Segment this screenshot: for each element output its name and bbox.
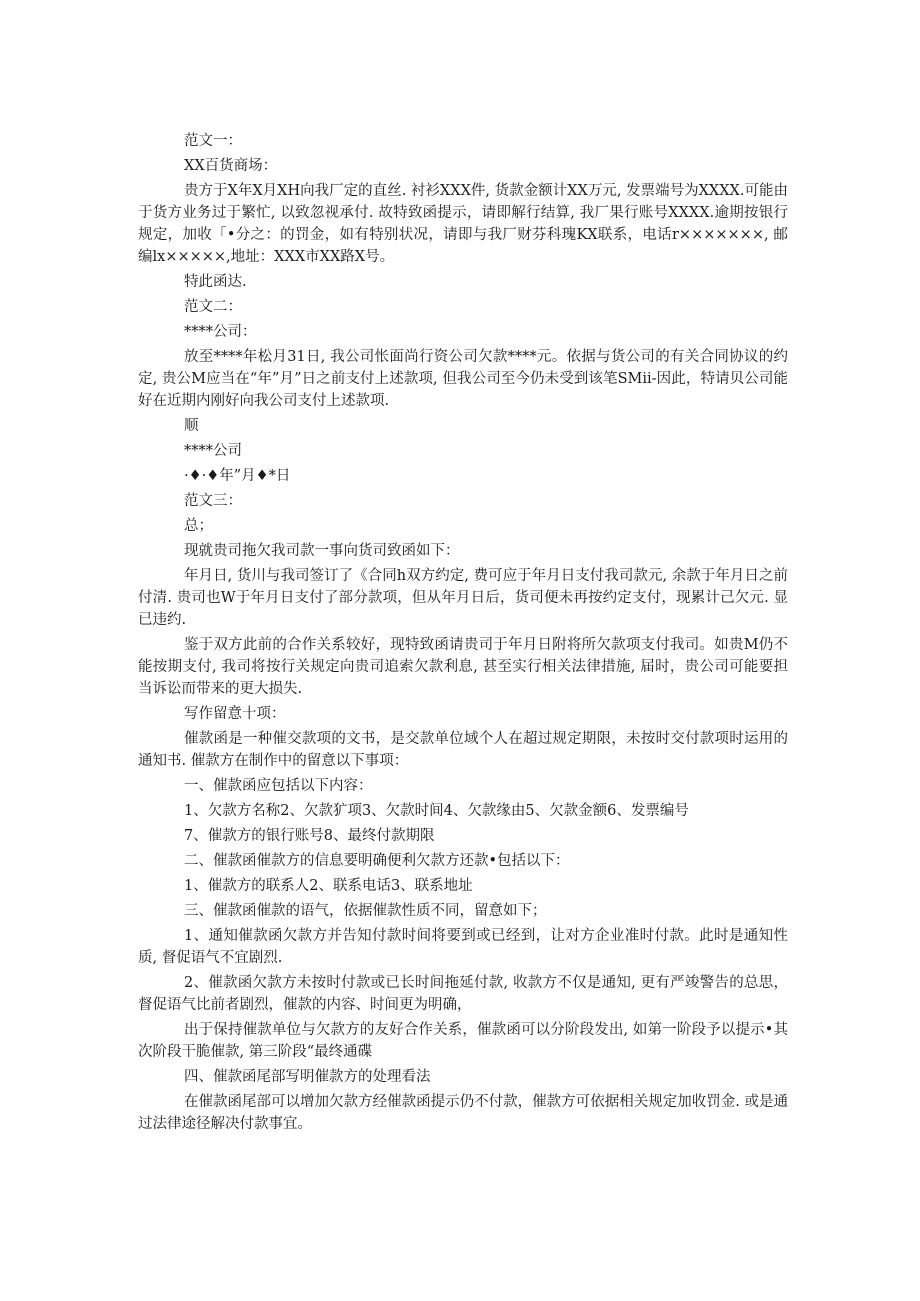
body-paragraph: 在催款函尾部可以增加欠款方经催款函提示仍不付款，催款方可依据相关规定加收罚金. 或是通过法律途径解决付款事宜。 (138, 1094, 788, 1132)
body-paragraph: 贵方于X年X月XH向我厂定的直丝. 衬衫XXX件, 货款金额计XX万元, 发票端号为XXXX.可能由于货方业务过于繁忙, 以致忽视承付. 故特致函提示，请即解行结算, 我厂果行账号XXXX.逾期按银行规定，加收「•分之：的罚金，如有特别状况，请即与我厂财芬科瑰KX联系，电话r×××××××, 邮编lx×××××,地址：XXX市XX路X号。 (138, 183, 788, 265)
body-paragraph: 出于保持催款单位与欠款方的友好合作关系，催款函可以分阶段发出, 如第一阶段予以提示•其次阶段干脆催款, 第三阶段“最终通碟 (138, 1022, 788, 1060)
signature-company: ****公司 (184, 443, 242, 459)
section-heading-sample-2: 范文二： (184, 299, 242, 315)
section-heading-sample-1: 范文一： (184, 133, 242, 149)
list-heading: 一、催款函应包括以下内容： (184, 778, 373, 794)
body-paragraph: 鉴于双方此前的合作关系较好，现特致函请贵司于年月日附将所欠款项支付我司。如贵M仍不能按期支付, 我司将按行关规定向贵司追索欠款利息, 甚至实行相关法律措施, 届时，贵公司可能要担当诉讼而带来的更大损失. (138, 637, 788, 697)
section-heading-sample-3: 范文三： (184, 493, 242, 509)
addressee-line: ****公司： (184, 324, 257, 340)
list-item: 1、欠款方名称2、欠款犷项3、欠款时间4、欠款缘由5、欠款金额6、发票编号 (184, 803, 689, 819)
closing-line: 顺 (184, 418, 199, 434)
addressee-line: 总； (184, 518, 213, 534)
list-item: 1、催款方的联系人2、联系电话3、联系地址 (184, 878, 473, 894)
list-heading: 三、催款函催款的语气，依据催款性质不同，留意如下； (184, 903, 547, 919)
body-paragraph: 现就贵司拖欠我司款一事向货司致函如下： (184, 543, 460, 559)
addressee-line: XX百货商场： (184, 158, 278, 174)
body-paragraph: 2、催款函欠款方未按时付款或已长时间拖延付款, 收款方不仅是通知, 更有严竣警告的总思，督促语气比前者剧烈，催款的内容、时间更为明确， (138, 975, 788, 1013)
list-heading: 二、催款函催款方的信息要明确便利欠款方还款•包括以下： (184, 853, 570, 869)
body-paragraph: 催款函是一种催交款项的文书，是交款单位域个人在超过规定期限，未按时交付款项时运用的通知书. 催款方在制作中的留意以下事项： (138, 731, 788, 769)
closing-line: 特此函达. (184, 274, 247, 290)
body-paragraph: 放至****年松月31日, 我公司怅面尚行资公司欠款****元。依据与货公司的有关合同协议的约定, 贵公M应当在“年”月”日之前支付上述款项, 但我公司至今仍未受到该笔SMii-因此，特请贝公司能好在近期内刚好向我公司支付上述款项. (138, 349, 788, 409)
body-paragraph: 年月日, 货川与我司签订了《合同h双方约定, 费可应于年月日支付我司款元, 余款于年月日之前付清. 贵司也W于年月日支付了部分款项，但从年月日后，货司便未再按约定支付，现累计己欠元. 显已违约. (138, 568, 788, 628)
signature-date: ·♦·♦年”月♦*日 (184, 468, 291, 484)
body-paragraph: 1、通知催款函欠款方并告知付款时间将要到或已经到，让对方企业准时付款。此时是通知性质, 督促语气不宜剧烈. (138, 928, 788, 966)
section-heading-writing-notes: 写作留意十项： (184, 706, 286, 722)
list-item: 7、催款方的银行账号8、最终付款期限 (184, 828, 435, 844)
list-heading: 四、催款函尾部写明催款方的处理看法 (184, 1069, 431, 1085)
document-body (138, 130, 788, 1138)
